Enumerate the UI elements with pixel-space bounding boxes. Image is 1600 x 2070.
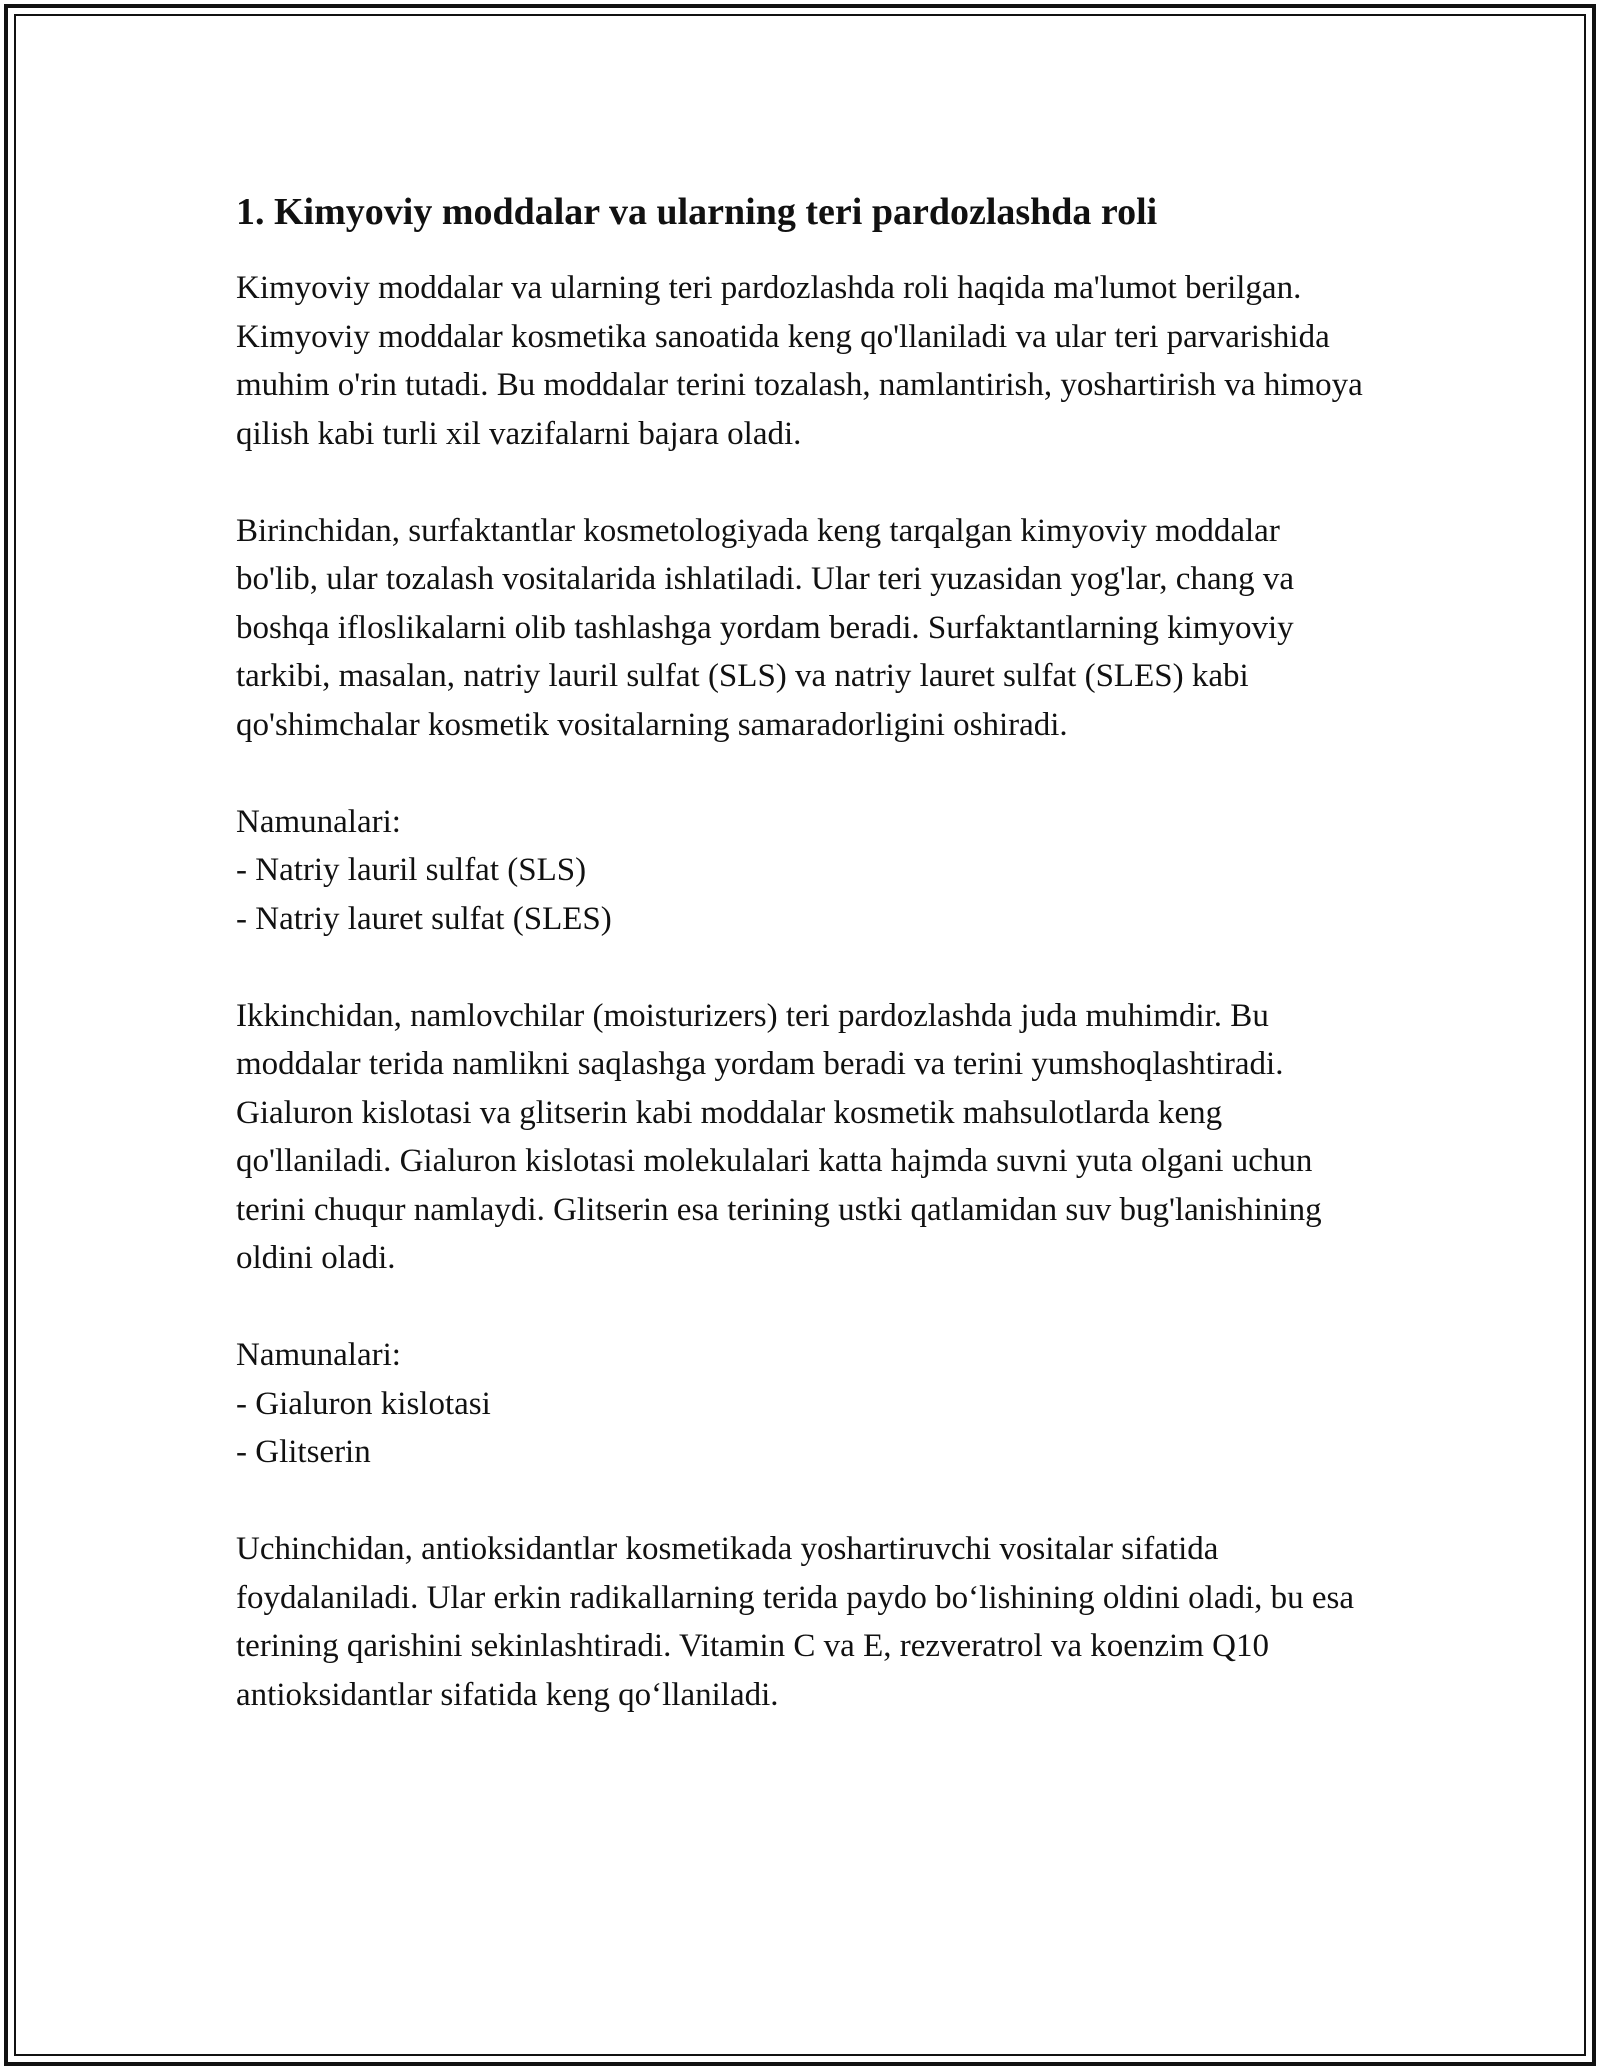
examples-label: Namunalari: <box>236 803 401 840</box>
paragraph-gap <box>236 1283 1366 1332</box>
example-item: - Natriy lauret sulfat (SLES) <box>236 900 612 937</box>
examples-label: Namunalari: <box>236 1337 401 1373</box>
paragraph-antioxidants: Uchinchidan, antioksidantlar kosmetikada yoshartiruvchi vositalar sifatida foydalaniladi. Ular erkin radikallarning terida paydo bo‘lishining oldini oladi, bu esa terining qarishini sekinlashtiradi. Vitamin C va E, rezveratrol va koenzim Q10 antioksidantlar sifatida keng qo‘llaniladi. <box>236 1531 1355 1713</box>
paragraph-gap <box>236 458 1366 507</box>
paragraph-gap <box>236 943 1366 992</box>
document-body <box>236 186 1366 1719</box>
example-item: - Natriy lauril sulfat (SLS) <box>236 852 587 888</box>
paragraph-intro: Kimyoviy moddalar va ularning teri pardozlashda roli haqida ma'lumot berilgan. Kimyoviy moddalar kosmetika sanoatida keng qo'llaniladi va ular teri parvarishida muhim o'rin tutadi. Bu moddalar terini tozalash, namlantirish, yoshartirish va himoya qilish kabi turli xil vazifalarni bajara oladi. <box>236 270 1363 452</box>
section-title: 1. Kimyoviy moddalar va ularning teri pardozlashda roli <box>236 191 1158 233</box>
example-item: - Glitserin <box>236 1434 371 1470</box>
paragraph-gap <box>236 749 1366 798</box>
paragraph-surfactants: Birinchidan, surfaktantlar kosmetologiyada keng tarqalgan kimyoviy moddalar bo'lib, ular tozalash vositalarida ishlatiladi. Ular teri yuzasidan yog'lar, chang va boshqa ifloslikalarni olib tashlashga yordam beradi. Surfaktantlarning kimyoviy tarkibi, masalan, natriy lauril sulfat (SLS) va natriy lauret sulfat (SLES) kabi qo'shimchalar kosmetik vositalarning samaradorligini oshiradi. <box>236 512 1294 743</box>
paragraph-gap <box>236 1477 1366 1526</box>
paragraph-moisturizers: Ikkinchidan, namlovchilar (moisturizers) teri pardozlashda juda muhimdir. Bu moddalar terida namlikni saqlashga yordam beradi va terini yumshoqlashtiradi. Gialuron kislotasi va glitserin kabi moddalar kosmetik mahsulotlarda keng qo'llaniladi. Gialuron kislotasi molekulalari katta hajmda suvni yuta olgani uchun terini chuqur namlaydi. Glitserin esa terining ustki qatlamidan suv bug'lanishining oldini oladi. <box>236 997 1322 1276</box>
example-item: - Gialuron kislotasi <box>236 1385 491 1422</box>
